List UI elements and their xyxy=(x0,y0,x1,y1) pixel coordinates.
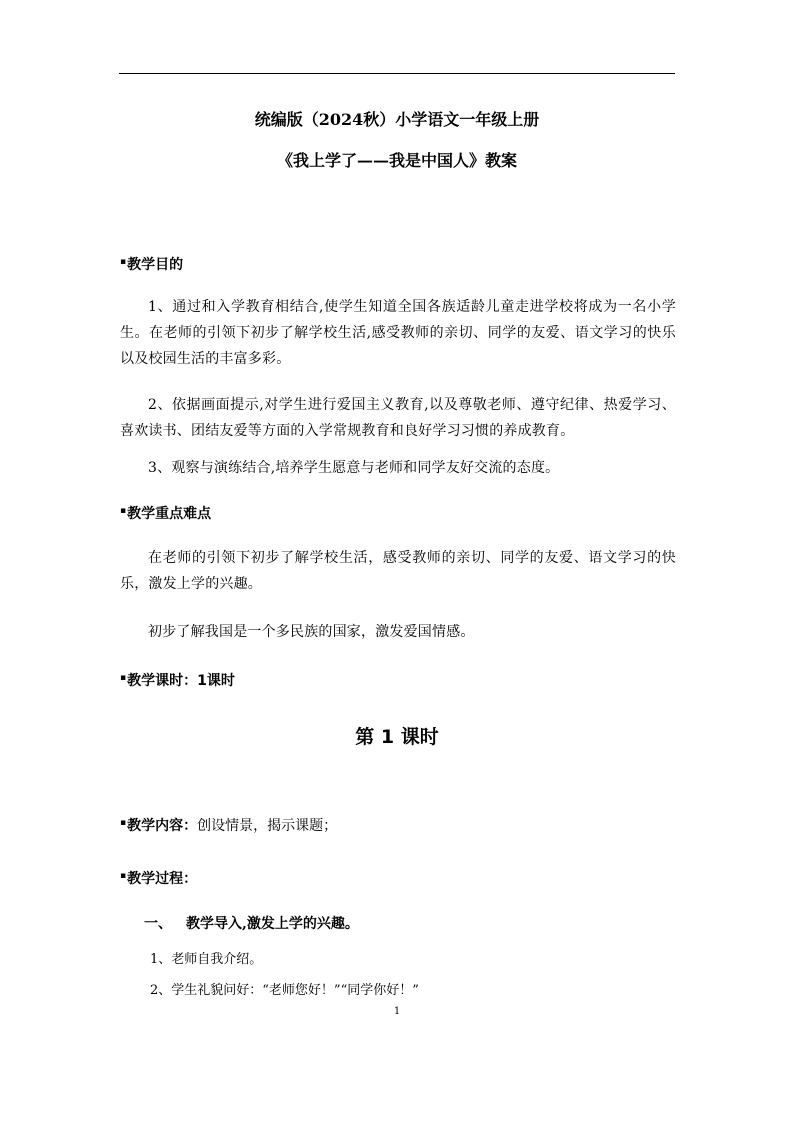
key-points-heading-text: 教学重点难点 xyxy=(127,506,212,522)
hours-heading xyxy=(120,670,235,690)
step-item-1: 1、老师自我介绍。 xyxy=(150,952,263,967)
objective-paragraph-3: 3、观察与演练结合,培养学生愿意与老师和同学友好交流的态度。 xyxy=(148,460,560,476)
content-label: 教学内容： xyxy=(127,818,198,834)
lesson-title: 第 1 课时 xyxy=(355,726,439,748)
header-rule xyxy=(119,73,675,74)
objective-paragraph-2: 2、依据画面提示,对学生进行爱国主义教育,以及尊敬老师、遵守纪律、热爱学习、喜欢读书、团结友爱等方面的入学常规教育和良好学习习惯的养成教育。 xyxy=(120,397,676,439)
bullet-icon: ▪ xyxy=(120,818,127,828)
key-points-heading xyxy=(120,503,211,523)
section-1-heading xyxy=(144,913,359,933)
section-1-title: 教学导入,激发上学的兴趣。 xyxy=(186,916,359,932)
objectives-heading-text: 教学目的 xyxy=(127,257,184,273)
objectives-heading xyxy=(120,254,183,274)
document-title: 统编版（2024秋）小学语文一年级上册 xyxy=(254,110,540,129)
hours-heading-text: 教学课时：1课时 xyxy=(127,673,235,689)
objective-paragraph-1: 1、通过和入学教育相结合,使学生知道全国各族适龄儿童走进学校将成为一名小学生。在老师的引领下初步了解学校生活,感受教师的亲切、同学的友爱、语文学习的快乐以及校园生活的丰富多彩。 xyxy=(120,299,676,367)
key-point-paragraph-1: 在老师的引领下初步了解学校生活，感受教师的亲切、同学的友爱、语文学习的快乐，激发上学的兴趣。 xyxy=(120,550,676,592)
document-subtitle: 《我上学了——我是中国人》教案 xyxy=(276,151,517,170)
content-text: 创设情景，揭示课题； xyxy=(197,818,338,834)
content-heading xyxy=(120,815,337,835)
page-number: 1 xyxy=(393,1006,401,1017)
bullet-icon: ▪ xyxy=(120,673,127,683)
section-1-number: 一、 xyxy=(144,916,172,932)
bullet-icon: ▪ xyxy=(120,506,127,516)
step-item-2: 2、学生礼貌问好：“老师您好！”“同学你好！” xyxy=(150,983,419,998)
process-heading-text: 教学过程： xyxy=(127,871,198,887)
process-heading xyxy=(120,868,197,888)
bullet-icon: ▪ xyxy=(120,871,127,881)
bullet-icon: ▪ xyxy=(120,257,127,267)
key-point-paragraph-2: 初步了解我国是一个多民族的国家，激发爱国情感。 xyxy=(148,624,475,640)
